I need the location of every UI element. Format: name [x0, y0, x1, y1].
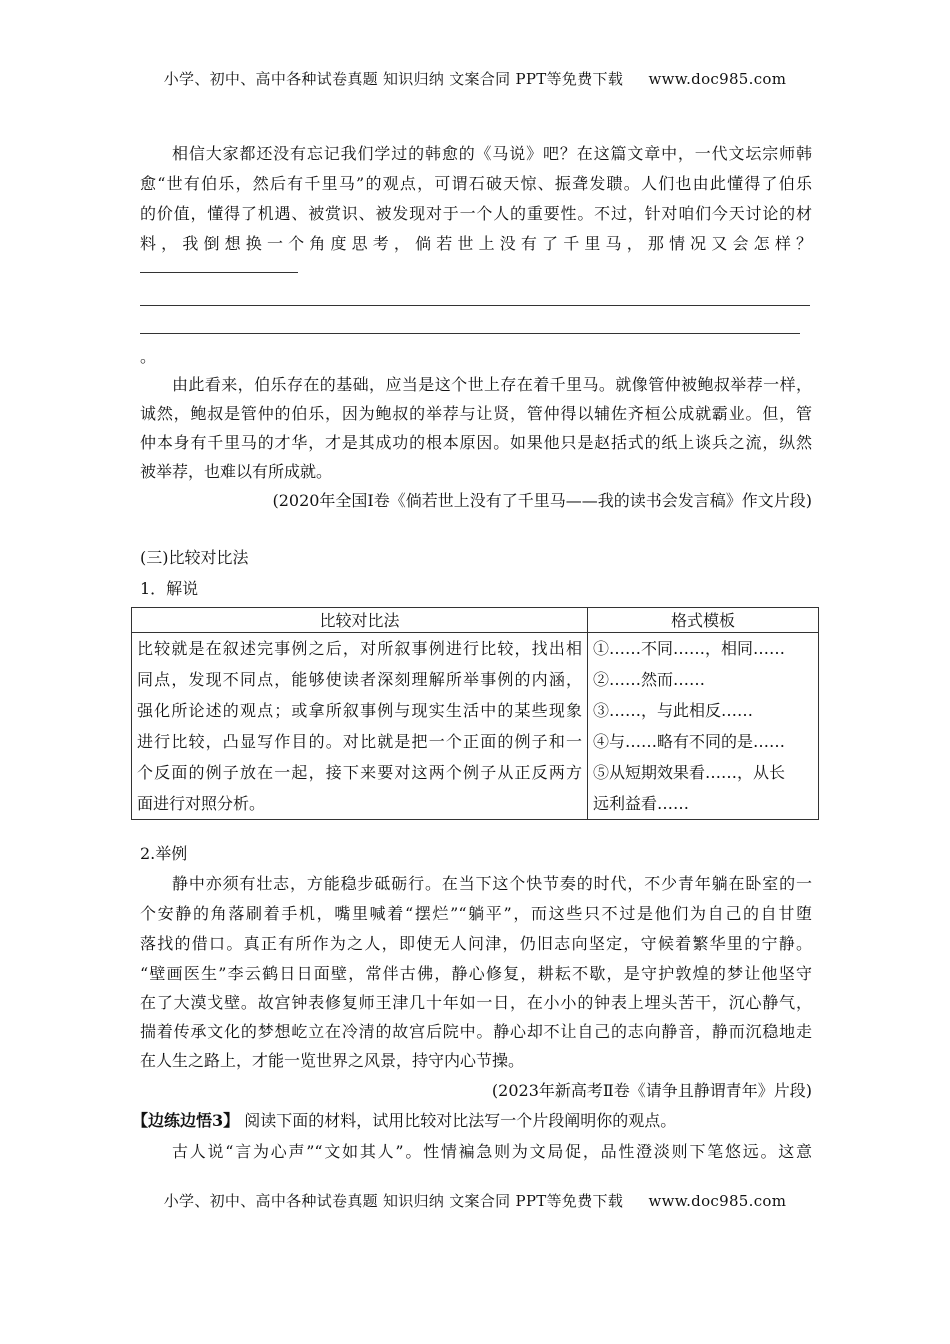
paragraph-line: 在了大漠戈壁。故宫钟表修复师王津几十年如一日，在小小的钟表上埋头苦干，沉心静气，	[140, 993, 812, 1012]
paragraph-end-mark: 。	[140, 347, 157, 366]
cell-line: 比较就是在叙述完事例之后，对所叙事例进行比较，找出相	[137, 639, 582, 658]
column-header: 格式模板	[588, 608, 819, 633]
page-footer	[0, 1190, 950, 1211]
section-title: (三)比较对比法	[140, 548, 249, 567]
exercise-label: 【边练边悟3】	[132, 1111, 240, 1130]
page-header	[0, 68, 950, 89]
paragraph-line: 在人生之路上，才能一览世界之风景，持守内心节操。	[140, 1051, 525, 1070]
paragraph-line: 由此看来，伯乐存在的基础，应当是这个世上存在着千里马。就像管仲被鲍叔举荐一样，	[172, 375, 812, 394]
footer-link[interactable]: www.doc985.com	[648, 1192, 787, 1210]
cell-line: 面进行对照分析。	[137, 794, 266, 813]
exercise-text: 阅读下面的材料，试用比较对比法写一个片段阐明你的观点。	[244, 1111, 677, 1130]
paragraph-line: 古人说“言为心声”“文如其人”。性情褊急则为文局促，品性澄淡则下笔悠远。这意	[172, 1142, 812, 1161]
footer-text: 小学、初中、高中各种试卷真题 知识归纳 文案合同 PPT等免费下载	[163, 1192, 624, 1210]
answer-blank-line[interactable]	[140, 272, 298, 273]
subsection-title: 1．解说	[140, 579, 199, 598]
paragraph-line: 愈“世有伯乐，然后有千里马”的观点，可谓石破天惊、振聋发聩。人们也由此懂得了伯乐	[140, 174, 812, 193]
answer-blank-line[interactable]	[140, 305, 810, 306]
header-link[interactable]: www.doc985.com	[648, 70, 787, 88]
exercise-prompt	[132, 1110, 804, 1132]
paragraph-line: 的价值，懂得了机遇、被赏识、被发现对于一个人的重要性。不过，针对咱们今天讨论的材	[140, 204, 812, 223]
cell-line: ⑤从短期效果看……，从长	[593, 763, 786, 782]
answer-blank-line[interactable]	[140, 333, 800, 334]
table-row	[132, 633, 819, 820]
cell-line: 进行比较，凸显写作目的。对比就是把一个正面的例子和一	[137, 732, 582, 751]
header-text: 小学、初中、高中各种试卷真题 知识归纳 文案合同 PPT等免费下载	[163, 70, 624, 88]
paragraph-line: 揣着传承文化的梦想屹立在冷清的故宫后院中。静心却不让自己的志向静音，静而沉稳地走	[140, 1022, 812, 1041]
method-table	[131, 607, 819, 820]
subsection-title: 2.举例	[140, 844, 188, 863]
cell-line: ①……不同……，相同……	[593, 639, 786, 658]
cell-line: ④与……略有不同的是……	[593, 732, 786, 751]
paragraph-line: 静中亦须有壮志，方能稳步砥砺行。在当下这个快节奏的时代，不少青年躺在卧室的一	[172, 874, 812, 893]
table-cell-templates	[588, 633, 819, 820]
table-cell-description	[132, 633, 588, 820]
paragraph-line: 个安静的角落刷着手机，嘴里喊着“摆烂”“躺平”，而这些只不过是他们为自己的自甘堕	[140, 904, 812, 923]
cell-line: 强化所论述的观点；或拿所叙事例与现实生活中的某些现象	[137, 701, 582, 720]
cell-line: ②……然而……	[593, 670, 706, 689]
column-header: 比较对比法	[132, 608, 588, 633]
cell-line: 远利益看……	[593, 794, 690, 813]
cell-line: ③……，与此相反……	[593, 701, 754, 720]
paragraph-line: “壁画医生”李云鹤日日面壁，常伴古佛，静心修复，耕耘不歇，是守护敦煌的梦让他坚守	[140, 964, 812, 983]
cell-line: 同点，发现不同点，能够使读者深刻理解所举事例的内涵，	[137, 670, 582, 689]
source-citation: (2023年新高考Ⅱ卷《请争且静谓青年》片段)	[491, 1081, 812, 1100]
paragraph-line: 仲本身有千里马的才华，才是其成功的根本原因。如果他只是赵括式的纸上谈兵之流，纵然	[140, 433, 812, 452]
paragraph-line: 诚然，鲍叔是管仲的伯乐，因为鲍叔的举荐与让贤，管仲得以辅佐齐桓公成就霸业。但，管	[140, 404, 812, 423]
source-citation: (2020年全国Ⅰ卷《倘若世上没有了千里马——我的读书会发言稿》作文片段)	[272, 491, 812, 510]
paragraph-line: 落找的借口。真正有所作为之人，即使无人问津，仍旧志向坚定，守候着繁华里的宁静。	[140, 934, 812, 953]
table-header-row	[132, 608, 819, 633]
paragraph-line: 料，我倒想换一个角度思考，倘若世上没有了千里马，那情况又会怎样？	[140, 234, 812, 253]
cell-line: 个反面的例子放在一起，接下来要对这两个例子从正反两方	[137, 763, 582, 782]
paragraph-line: 被举荐，也难以有所成就。	[140, 462, 333, 481]
paragraph-line: 相信大家都还没有忘记我们学过的韩愈的《马说》吧？在这篇文章中，一代文坛宗师韩	[172, 144, 812, 163]
